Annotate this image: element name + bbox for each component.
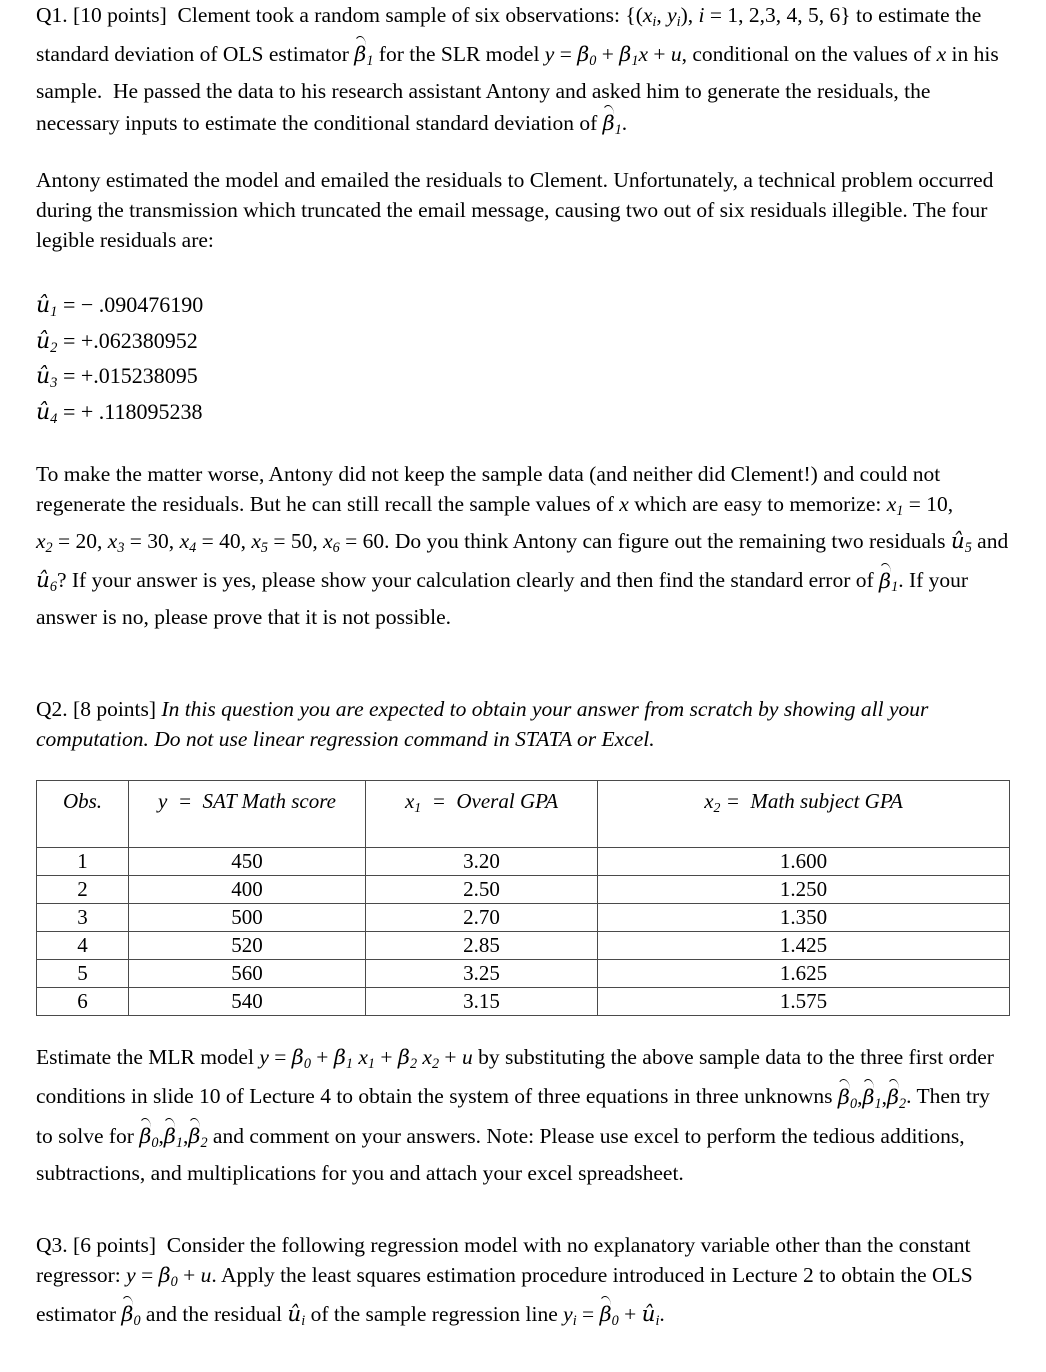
- cell-y: 520: [129, 932, 366, 960]
- q1-closing-and: and: [971, 529, 1009, 554]
- q1-label: Q1.: [36, 3, 68, 27]
- regression-data-table: [36, 780, 1010, 1016]
- q3-label: Q3.: [36, 1232, 68, 1257]
- cell-x2: 1.625: [598, 960, 1010, 988]
- q2-after-mid1: by substituting the above sample data to the three first order conditions in slide 10 of Lecture 4 to obtain the system of three equations in three unknowns: [36, 1045, 994, 1109]
- q1-body-text: Clement took a random sample of six observations: {($x_i$, $y_i$), i = 1, 2,3, 4, 5, 6} to estimate the standard deviation of OLS estimator $\beta_1$ for the SLR model $y = \beta_0 + \beta_1x + u$, conditional on the values of x in his sample. He passed the data to his research assistant Antony and asked him to generate the residuals, the necessary inputs to estimate the conditional standard deviation of $\beta_1$.: [36, 3, 999, 139]
- table-body: [37, 848, 1010, 1016]
- residual-value: .015238095: [93, 363, 198, 389]
- residual-value: .062380952: [93, 327, 198, 353]
- cell-x2: 1.600: [598, 848, 1010, 876]
- cell-y: 450: [129, 848, 366, 876]
- question-1-paragraph-3: To make the matter worse, Antony did not keep the sample data (and neither did Clement!) and could not regenerate the residuals. But he can still recall the sample values of x which are easy to memorize: $x_1 = 10$, $x_2 = 20$, $x_3 = 30$, $x_4 = 40$, $x_5 = 50$, $x_6 = 60$. Do you think Antony can figure out the remaining two residuals $û_5$ and $û_6$? If your answer is yes, please show your calculation clearly and then find the standard error of $\beta_1$. If your answer is no, please prove that it is not possible.: [36, 462, 1009, 630]
- beta-hat-symbol: β: [139, 1119, 151, 1151]
- table-header-row: [37, 781, 1010, 848]
- q2-label: Q2.: [36, 697, 68, 722]
- beta-hat-symbol: β: [188, 1119, 200, 1151]
- cell-obs: 1: [37, 848, 129, 876]
- column-header-y: y = SAT Math score: [129, 781, 366, 848]
- table-row: [37, 876, 1010, 904]
- spacer: [0, 652, 1046, 694]
- cell-obs: 5: [37, 960, 129, 988]
- table-row: [37, 960, 1010, 988]
- question-1-paragraph-2: Antony estimated the model and emailed the residuals to Clement. Unfortunately, a technical problem occurred during the transmission which truncated the email message, causing two out of six residuals illegible. The four legible residuals are:: [36, 168, 994, 253]
- beta-hat-symbol: β: [862, 1079, 874, 1111]
- residual-item: $û_2 = +.062380952$: [36, 327, 198, 356]
- q1-closing-mid1: which are easy to memorize:: [628, 492, 887, 517]
- cell-x2: 1.575: [598, 988, 1010, 1016]
- table-row: [37, 932, 1010, 960]
- cell-y: 500: [129, 904, 366, 932]
- q1-closing-lead: To make the matter worse, Antony did not keep the sample data (and neither did Clement!) and could not regenerate the residuals. But he can still recall the sample values of: [36, 462, 941, 517]
- u-hat-symbol: û: [36, 399, 51, 425]
- cell-obs: 4: [37, 932, 129, 960]
- q1-closing-tail: . If your answer is no, please prove that it is not possible.: [36, 568, 969, 630]
- u-hat-symbol: û: [36, 328, 51, 354]
- column-header-x2: $x_2$ = Math subject GPA: [598, 781, 1010, 848]
- beta-hat-symbol: β: [603, 106, 615, 138]
- cell-x1: 2.85: [366, 932, 598, 960]
- residual-item: $û_4$ = + .118095238: [36, 398, 203, 427]
- cell-x2: 1.425: [598, 932, 1010, 960]
- column-header-x1: $x_1$ = Overal GPA: [366, 781, 598, 848]
- q2-after-mid2: . Then try to solve for: [36, 1084, 990, 1148]
- beta-hat-symbol: β: [121, 1297, 133, 1329]
- residual-item: $û_1$ = − .090476190: [36, 292, 204, 321]
- table-row: [37, 988, 1010, 1016]
- cell-x1: 3.20: [366, 848, 598, 876]
- table-row: [37, 848, 1010, 876]
- q1-closing-mid2: . Do you think Antony can figure out the remaining two residuals: [384, 529, 951, 554]
- column-header-obs: Obs.: [37, 781, 129, 848]
- u-hat-symbol: û: [36, 293, 51, 319]
- beta-hat-symbol: β: [354, 37, 366, 69]
- q1-points: [10 points]: [73, 3, 167, 27]
- question-3-paragraph: Q3. [6 points] Consider the following regression model with no explanatory variable other than the constant regressor: $y = \beta_0 + u$. Apply the least squares estimation procedure introduced in Lecture 2 to obtain the OLS estimator $\beta_0$ and the residual $û_i$ of the sample regression line $y_i$ = $\beta_0$ + $û_i$.: [36, 1232, 973, 1329]
- residual-value: .118095238: [98, 398, 203, 424]
- residual-equals: = +: [62, 363, 94, 389]
- residual-value: .090476190: [98, 292, 204, 318]
- residual-equals: = +: [62, 327, 94, 353]
- cell-x1: 3.15: [366, 988, 598, 1016]
- cell-x2: 1.350: [598, 904, 1010, 932]
- question-2-heading: [36, 694, 1010, 754]
- beta-hat-symbol: β: [879, 563, 891, 595]
- q1-closing-mid3: ? If your answer is yes, please show your calculation clearly and then find the standard error of: [56, 568, 880, 593]
- beta-hat-symbol: β: [600, 1297, 612, 1329]
- beta-hat-symbol: β: [838, 1079, 850, 1111]
- cell-x2: 1.250: [598, 876, 1010, 904]
- table-row: [37, 904, 1010, 932]
- question-2-paragraph: Estimate the MLR model $y = \beta_0 + \beta_1$ $x_1 + \beta_2$ $x_2 + u$ by substituting the above sample data to the three first order conditions in slide 10 of Lecture 4 to obtain the system of three equations in three unknowns $\beta_0$, $\beta_1$, $\beta_2$. Then try to solve for $\beta_0$, $\beta_1$, $\beta_2$ and comment on your answers. Note: Please use excel to perform the tedious additions, subtractions, and multiplications for you and attach your excel spreadsheet.: [36, 1045, 994, 1185]
- question-1-paragraph-1: [36, 0, 1010, 145]
- q3-tail: .: [659, 1301, 665, 1326]
- beta-hat-symbol: β: [887, 1079, 899, 1111]
- q3-mid2: and the residual: [140, 1301, 288, 1326]
- spacer: [0, 275, 1046, 291]
- cell-obs: 6: [37, 988, 129, 1016]
- q2-after-lead: Estimate the MLR model: [36, 1045, 260, 1070]
- cell-y: 400: [129, 876, 366, 904]
- u-hat-symbol: û: [36, 364, 51, 390]
- q3-lead-text: Consider the following regression model with no explanatory variable other than the constant regressor:: [36, 1232, 971, 1287]
- q2-after-mid3: and comment on your answers. Note: Please use excel to perform the tedious additions, subtractions, and multiplications for you and attach your excel spreadsheet.: [36, 1123, 965, 1185]
- spacer: [0, 754, 1046, 780]
- cell-obs: 2: [37, 876, 129, 904]
- q2-instruction: In this question you are expected to obtain your answer from scratch by showing all your computation. Do not use linear regression command in STATA or Excel.: [36, 697, 929, 752]
- cell-x1: 3.25: [366, 960, 598, 988]
- spacer: [0, 1188, 1046, 1230]
- cell-y: 560: [129, 960, 366, 988]
- cell-y: 540: [129, 988, 366, 1016]
- residual-item: $û_3 = +.015238095$: [36, 363, 198, 392]
- cell-x1: 2.70: [366, 904, 598, 932]
- cell-x1: 2.50: [366, 876, 598, 904]
- q3-mid3: of the sample regression line: [305, 1301, 564, 1326]
- q3-points: [6 points]: [73, 1232, 157, 1257]
- spacer: [0, 1016, 1046, 1042]
- cell-obs: 3: [37, 904, 129, 932]
- beta-hat-symbol: β: [164, 1119, 176, 1151]
- residual-equals: = −: [62, 292, 94, 318]
- table-header: [37, 781, 1010, 848]
- residual-equals: = +: [62, 398, 94, 424]
- q2-points: [8 points]: [73, 697, 157, 722]
- q3-mid1: . Apply the least squares estimation procedure introduced in Lecture 2 to obtain the OLS estimator: [36, 1262, 973, 1326]
- residual-list: [36, 291, 1046, 433]
- spacer: [0, 433, 1046, 459]
